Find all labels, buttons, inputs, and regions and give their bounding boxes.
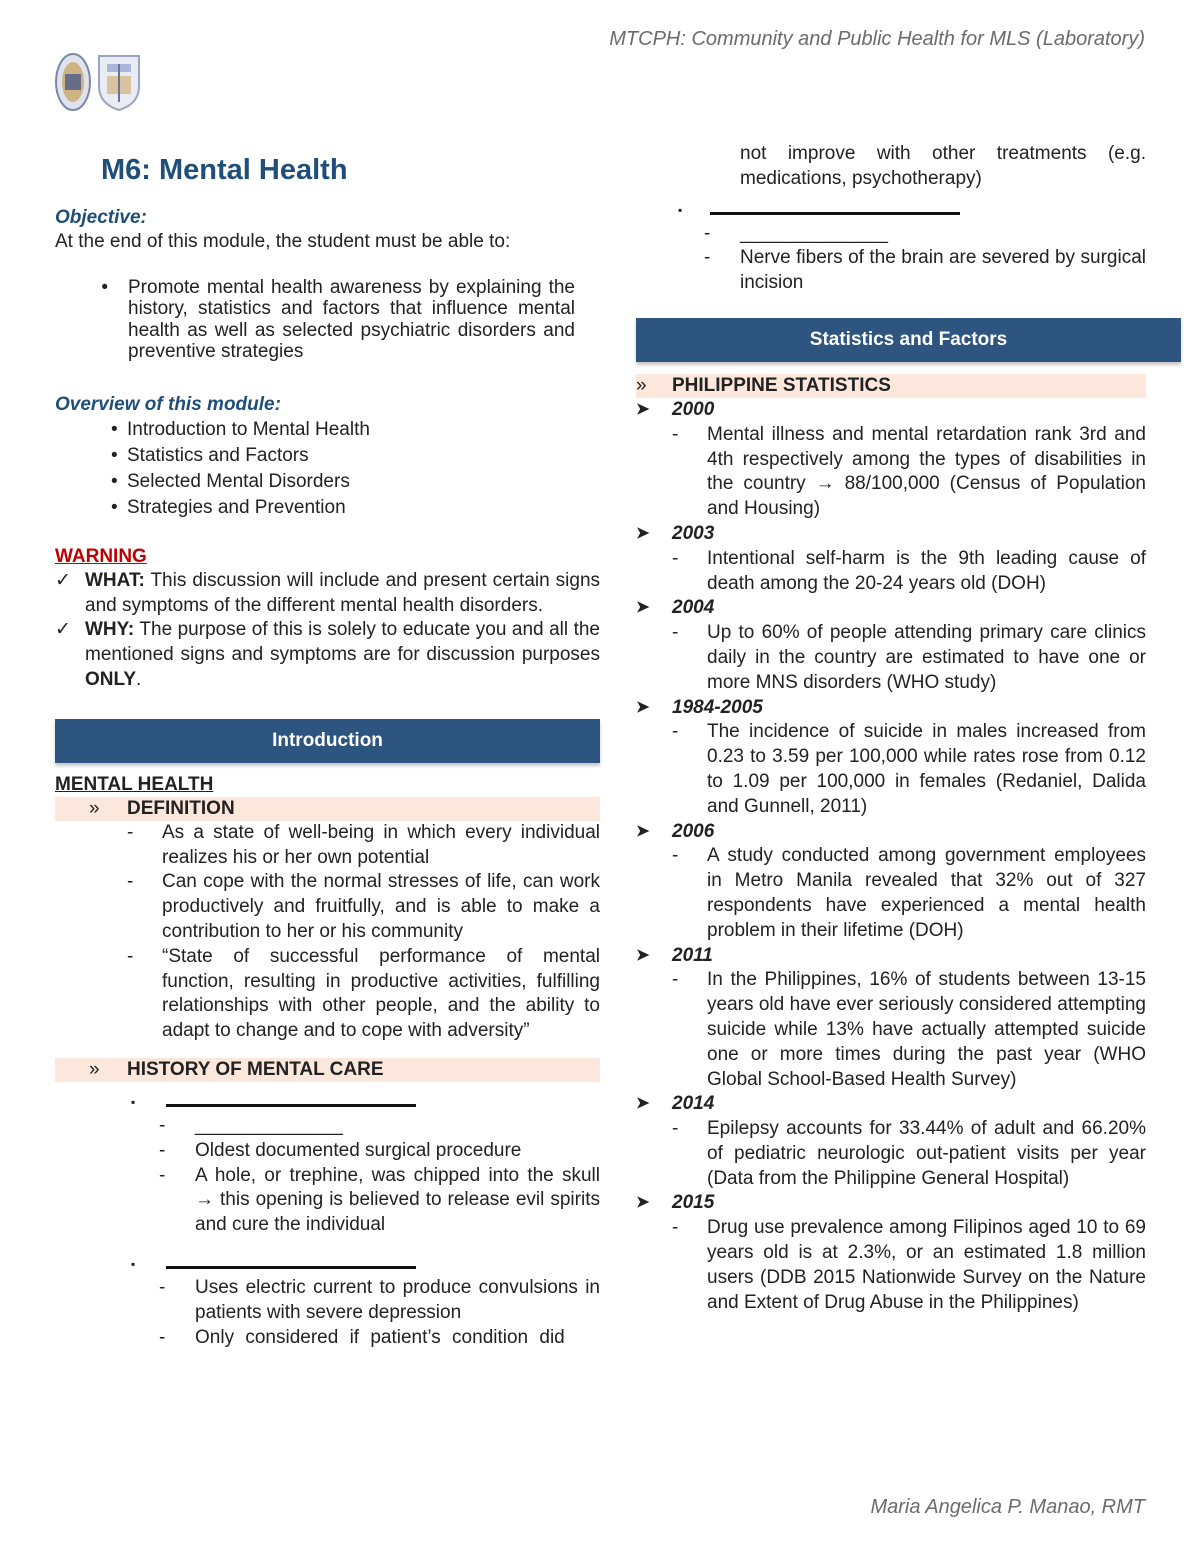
dash-icon: - [127, 871, 134, 893]
philippine-statistics-heading: » PHILIPPINE STATISTICS [636, 374, 1146, 398]
arrow-bullet-icon: ➤ [636, 1194, 650, 1212]
history-item: - Nerve fibers of the brain are severed by surgical incision [636, 246, 1146, 296]
definition-heading: » DEFINITION [55, 797, 600, 821]
statistics-year-item: - A study conducted among government employees in Metro Manila revealed that 32% out of 327 respondents have experienced a mental health problem in their lifetime (DOH) [636, 844, 1146, 943]
overview-item: • Selected Mental Disorders [55, 469, 600, 495]
statistics-year-heading: ➤ 2015 [636, 1191, 1146, 1216]
history-item [55, 1114, 600, 1139]
arrow-bullet-icon: ➤ [636, 524, 650, 542]
fill-in-blank-text: ______________ [740, 222, 888, 244]
statistics-year-item: - Epilepsy accounts for 33.44% of adult and 66.20% of pediatric neurologic out-patient visits per year (Data from the Philippine General Hospital) [636, 1117, 1146, 1191]
guillemet-icon: » [89, 797, 100, 819]
objective-intro: At the end of this module, the student must be able to: [55, 231, 511, 252]
overview-item: • Strategies and Prevention [55, 495, 600, 521]
history-item: - A hole, or trephine, was chipped into the skull → this opening is believed to release evil spirits and cure the individual [55, 1164, 600, 1238]
history-entry-3 [636, 198, 1181, 222]
bullet-icon: • [101, 276, 108, 298]
statistics-year-heading: ➤ 2014 [636, 1092, 1146, 1117]
history-item-continuation [636, 142, 1146, 192]
statistics-year-heading: ➤ 1984-2005 [636, 696, 1146, 721]
statistics-year-item: - Up to 60% of people attending primary care clinics daily in the country are estimated to have one or more MNS disorders (WHO study) [636, 621, 1146, 695]
right-column [636, 142, 1181, 1315]
statistics-year-heading: ➤ 2003 [636, 522, 1146, 547]
square-bullet-icon: ▪ [131, 1256, 136, 1271]
statistics-banner: Statistics and Factors [636, 318, 1181, 362]
history-item-continuation-text: not improve with other treatments (e.g. medications, psychotherapy) [740, 143, 1146, 189]
bullet-icon: • [111, 418, 118, 440]
fill-in-blank-text: ______________ [195, 1114, 343, 1136]
warning-title: WARNING [55, 545, 147, 567]
dash-icon: - [672, 547, 679, 569]
history-entry-2 [55, 1252, 600, 1276]
objective-label: Objective: [55, 207, 147, 228]
statistics-year-heading: ➤ 2011 [636, 944, 1146, 969]
guillemet-icon: » [89, 1058, 100, 1080]
objective-item: • Promote mental health awareness by explaining the history, statistics and factors that influence mental health as well as selected psychiatric disorders and preventive strategies [55, 277, 575, 363]
arrow-bullet-icon: ➤ [636, 698, 650, 716]
arrow-bullet-icon: ➤ [636, 1095, 650, 1113]
statistics-year-list [636, 398, 1146, 1315]
definition-item: - “State of successful performance of mental function, resulting in productive activities, fulfilling relationships with other people, and the ability to adapt to change and to cope with adversity” [55, 945, 600, 1044]
definition-item: - Can cope with the normal stresses of life, can work productively and fruitfully, and is able to make a contribution to her or his community [55, 870, 600, 944]
history-item-continued: Only considered if patient’s condition did [195, 1326, 565, 1348]
footer-author: Maria Angelica P. Manao, RMT [870, 1496, 1145, 1518]
history-item: - Uses electric current to produce convulsions in patients with severe depression [55, 1276, 600, 1326]
history-item [55, 1326, 600, 1351]
overview-label: Overview of this module: [55, 393, 281, 415]
statistics-year-heading: ➤ 2004 [636, 596, 1146, 621]
overview-item: • Statistics and Factors [55, 443, 600, 469]
statistics-year-item: - Intentional self-harm is the 9th leading cause of death among the 20-24 years old (DOH) [636, 547, 1146, 597]
definition-item: - As a state of well-being in which every individual realizes his or her own potential [55, 821, 600, 871]
arrow-bullet-icon: ➤ [636, 599, 650, 617]
college-shield-icon [97, 52, 141, 112]
dash-icon: - [704, 247, 711, 269]
dash-icon: - [127, 821, 134, 843]
header-course-title: MTCPH: Community and Public Health for MLS (Laboratory) [609, 28, 1145, 50]
warning-item-why: ✓ WHY: The purpose of this is solely to educate you and all the mentioned signs and symptoms are for discussion purposes ONLY. [55, 618, 600, 692]
dash-icon: - [159, 1139, 166, 1161]
overview-item: • Introduction to Mental Health [55, 417, 600, 443]
statistics-year-heading: ➤ 2006 [636, 820, 1146, 845]
fill-in-blank [710, 198, 960, 215]
statistics-year-item: - Drug use prevalence among Filipinos aged 10 to 69 years old is at 2.3%, or an estimated 1.8 million users (DDB 2015 Nationwide Survey on the Nature and Extent of Drug Abuse in the Philippines) [636, 1216, 1146, 1315]
history-entry-1 [55, 1090, 600, 1114]
history-item [636, 222, 1146, 247]
dash-icon: - [672, 622, 679, 644]
fill-in-blank [166, 1252, 416, 1269]
mental-health-heading: MENTAL HEALTH [55, 773, 214, 795]
history-heading: » HISTORY OF MENTAL CARE [55, 1058, 600, 1082]
dash-icon: - [127, 945, 134, 967]
dash-icon: - [159, 1114, 166, 1136]
dash-icon: - [672, 969, 679, 991]
dash-icon: - [672, 721, 679, 743]
statistics-year-item: - In the Philippines, 16% of students between 13-15 years old have ever seriously considered attempting suicide while 13% have actually attempted suicide one or more times during the past year (WHO Global School-Based Health Survey) [636, 968, 1146, 1092]
bullet-icon: • [111, 470, 118, 492]
square-bullet-icon: ▪ [131, 1094, 136, 1109]
bullet-icon: • [111, 444, 118, 466]
square-bullet-icon: ▪ [678, 202, 683, 217]
dash-icon: - [672, 845, 679, 867]
check-icon: ✓ [55, 569, 71, 591]
dash-icon: - [672, 423, 679, 445]
statistics-year-item: - Mental illness and mental retardation rank 3rd and 4th respectively among the types of disabilities in the country → 88/100,000 (Census of Population and Housing) [636, 423, 1146, 522]
university-seal-icon [55, 52, 91, 112]
warning-item-what: ✓ WHAT: This discussion will include and present certain signs and symptoms of the different mental health disorders. [55, 569, 600, 619]
dash-icon: - [159, 1276, 166, 1298]
arrow-bullet-icon: ➤ [636, 400, 650, 418]
guillemet-icon: » [636, 374, 647, 396]
check-icon: ✓ [55, 619, 71, 641]
statistics-year-heading: ➤ 2000 [636, 398, 1146, 423]
dash-icon: - [672, 1118, 679, 1140]
arrow-bullet-icon: ➤ [636, 822, 650, 840]
dash-icon: - [159, 1164, 166, 1186]
dash-icon: - [159, 1326, 166, 1348]
arrow-bullet-icon: ➤ [636, 946, 650, 964]
dash-icon: - [672, 1217, 679, 1239]
introduction-banner: Introduction [55, 719, 600, 763]
dash-icon: - [704, 222, 711, 244]
module-title: M6: Mental Health [101, 154, 348, 186]
history-item: - Oldest documented surgical procedure [55, 1139, 600, 1164]
fill-in-blank [166, 1090, 416, 1107]
statistics-year-item: - The incidence of suicide in males increased from 0.23 to 3.59 per 100,000 while rates rose from 0.12 to 1.09 per 100,000 in females (Redaniel, Dalida and Gunnell, 2011) [636, 720, 1146, 819]
left-column [55, 150, 600, 1350]
bullet-icon: • [111, 496, 118, 518]
